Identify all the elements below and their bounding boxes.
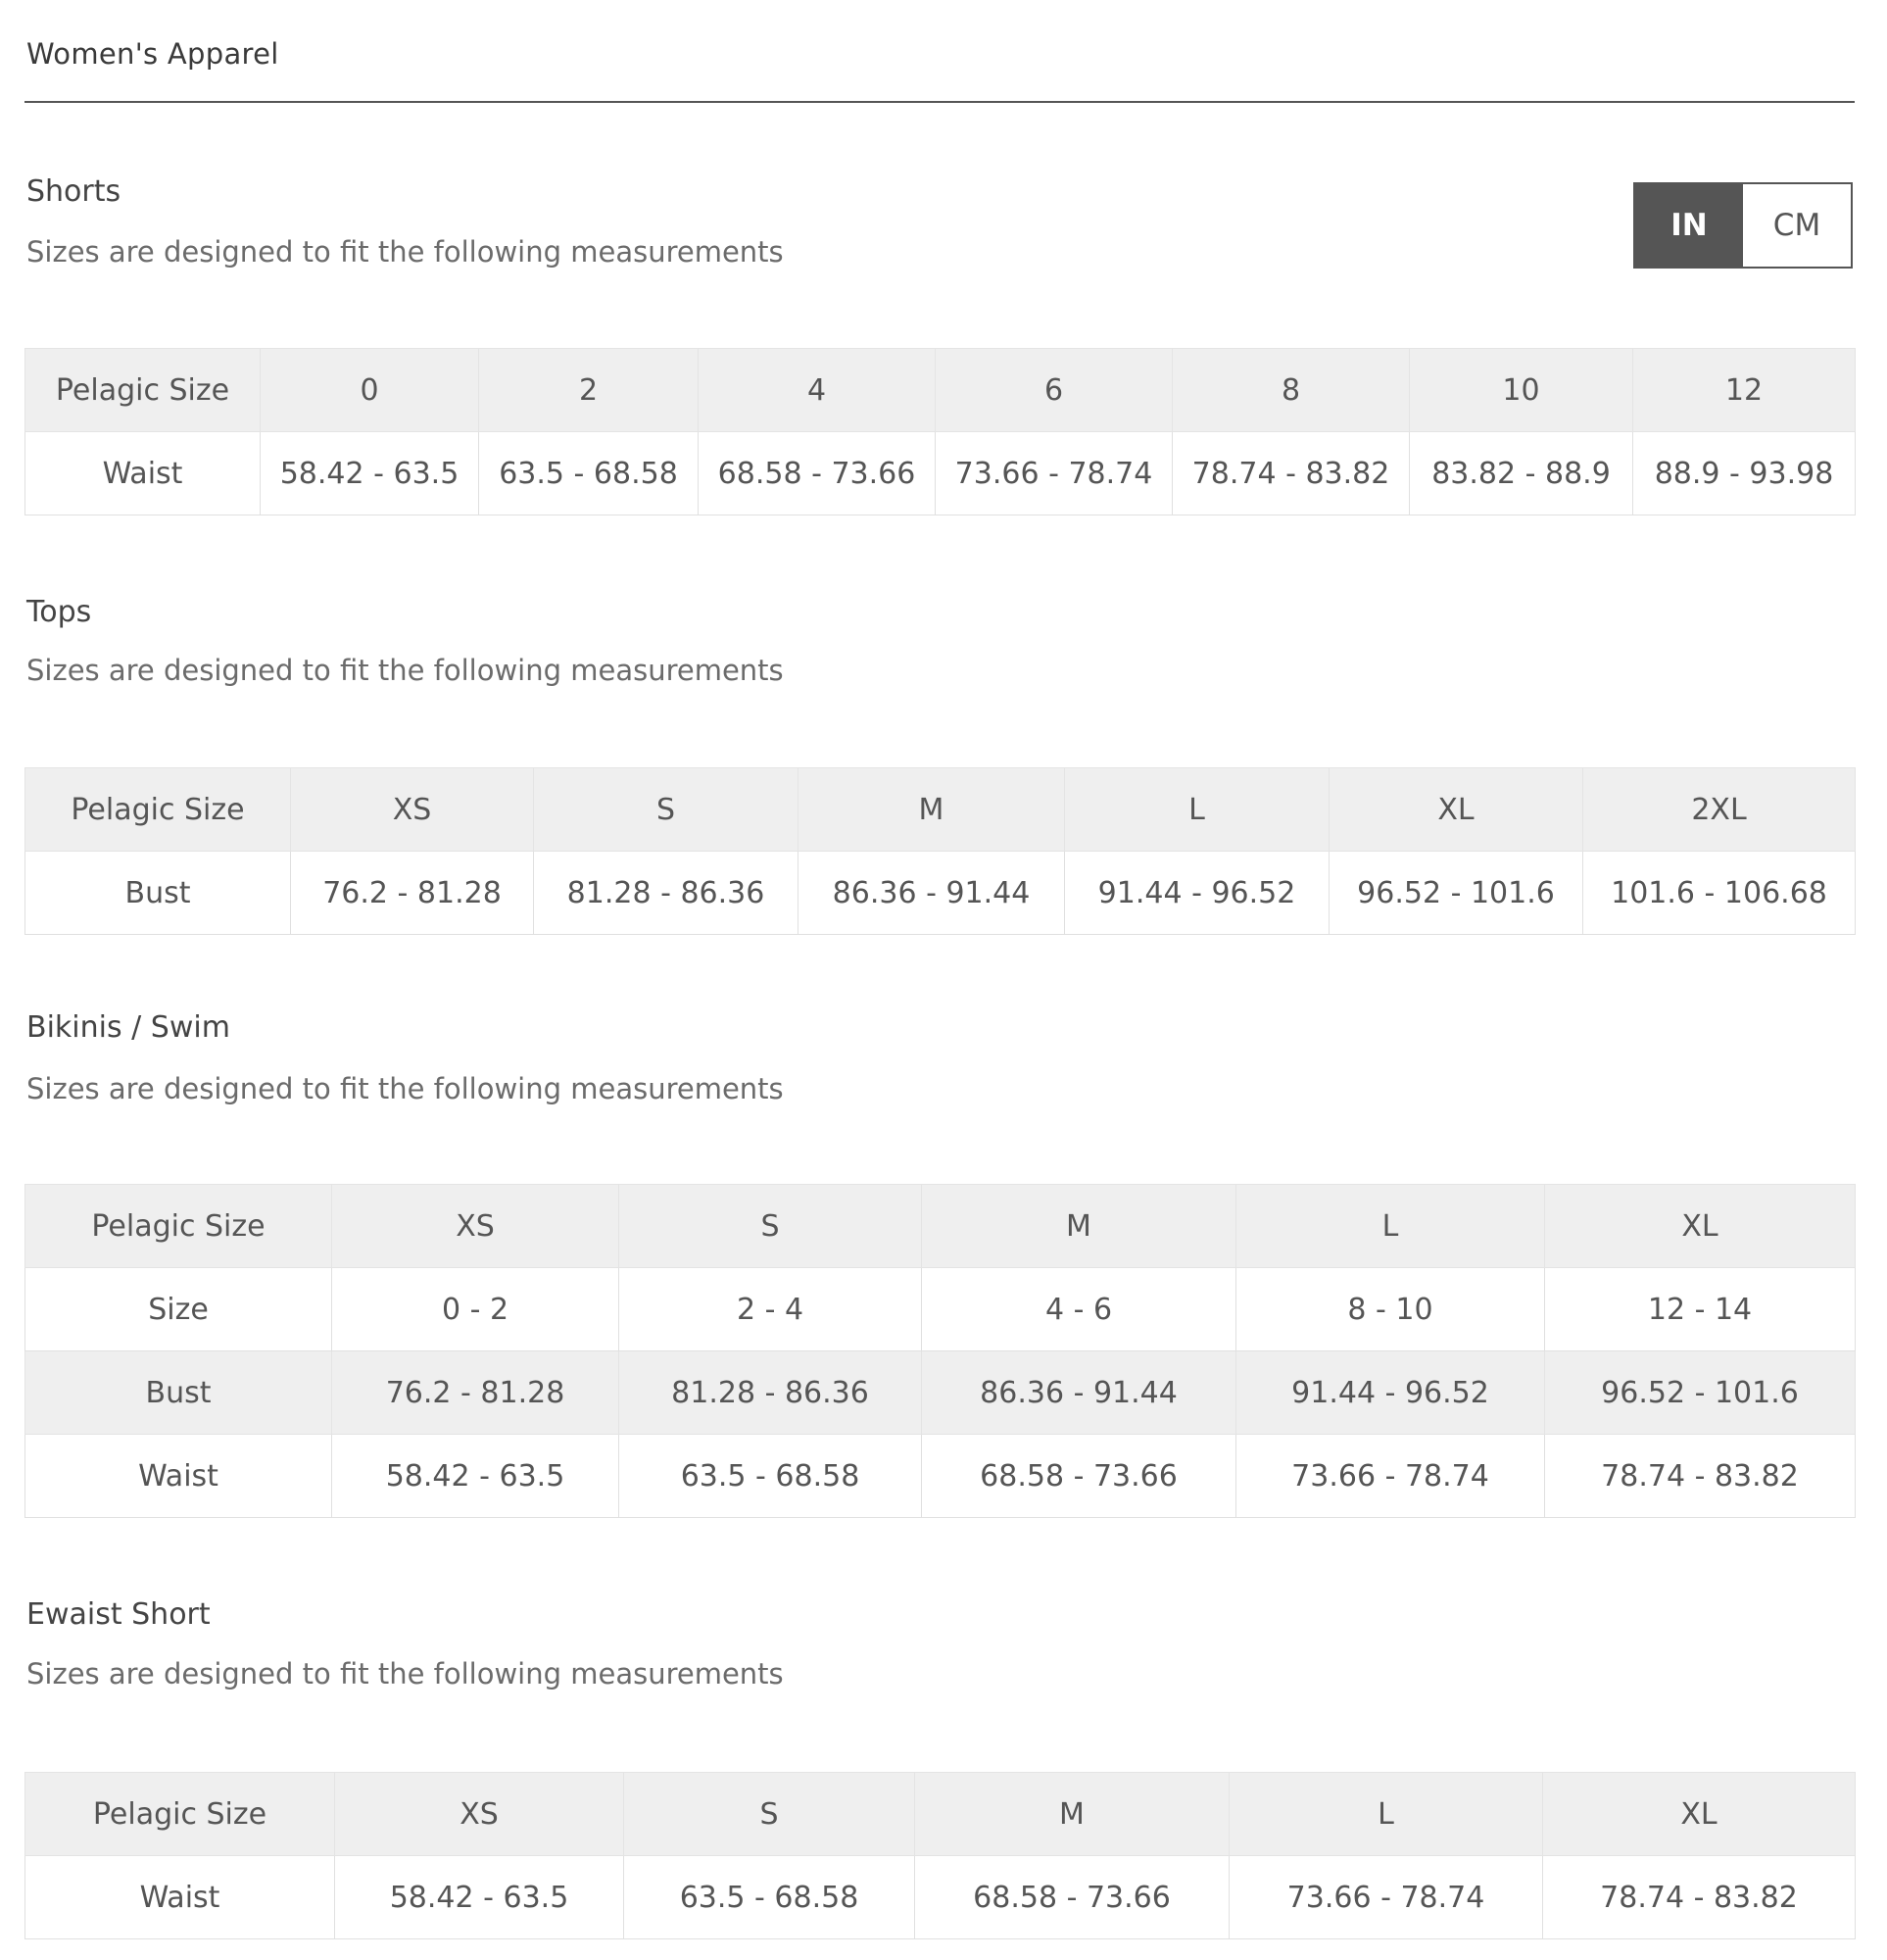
measurement-cell: 78.74 - 83.82 xyxy=(1543,1856,1856,1939)
row-label: Bust xyxy=(25,1351,332,1435)
measurement-cell: 76.2 - 81.28 xyxy=(291,852,534,935)
section-title-shorts: Shorts xyxy=(26,174,121,209)
size-table-bikinis-swim xyxy=(24,1184,1856,1518)
size-header-cell: XS xyxy=(332,1185,619,1268)
size-header-cell: L xyxy=(1230,1773,1543,1856)
measurement-cell: 86.36 - 91.44 xyxy=(798,852,1065,935)
size-header-cell: XS xyxy=(291,768,534,852)
row-label: Pelagic Size xyxy=(25,768,291,852)
measurement-cell: 58.42 - 63.5 xyxy=(332,1435,619,1518)
size-table-tops xyxy=(24,767,1856,935)
title-divider xyxy=(24,101,1855,103)
section-subtitle-shorts: Sizes are designed to fit the following measurements xyxy=(26,235,784,269)
size-header-cell: 10 xyxy=(1410,349,1633,432)
measurement-cell: 68.58 - 73.66 xyxy=(699,432,936,515)
size-header-cell: M xyxy=(798,768,1065,852)
measurement-cell: 91.44 - 96.52 xyxy=(1236,1351,1545,1435)
measurement-cell: 8 - 10 xyxy=(1236,1268,1545,1351)
row-label: Bust xyxy=(25,852,291,935)
measurement-cell: 73.66 - 78.74 xyxy=(936,432,1173,515)
measurement-cell: 63.5 - 68.58 xyxy=(624,1856,915,1939)
row-label: Waist xyxy=(25,1856,335,1939)
size-header-cell: S xyxy=(534,768,798,852)
table-row xyxy=(25,1435,1856,1518)
unit-cm-button[interactable]: CM xyxy=(1743,184,1851,267)
page-title: Women's Apparel xyxy=(26,37,279,71)
measurement-cell: 68.58 - 73.66 xyxy=(922,1435,1236,1518)
size-header-cell: S xyxy=(619,1185,922,1268)
size-header-cell: L xyxy=(1065,768,1330,852)
row-label: Pelagic Size xyxy=(25,1773,335,1856)
size-header-cell: M xyxy=(922,1185,1236,1268)
size-header-cell: 0 xyxy=(261,349,479,432)
row-label: Waist xyxy=(25,432,261,515)
section-title-tops: Tops xyxy=(26,595,92,629)
measurement-cell: 63.5 - 68.58 xyxy=(479,432,699,515)
size-header-cell: 4 xyxy=(699,349,936,432)
unit-in-button[interactable]: IN xyxy=(1635,184,1743,267)
measurement-cell: 58.42 - 63.5 xyxy=(261,432,479,515)
size-header-cell: 2 xyxy=(479,349,699,432)
measurement-cell: 86.36 - 91.44 xyxy=(922,1351,1236,1435)
measurement-cell: 73.66 - 78.74 xyxy=(1230,1856,1543,1939)
table-row xyxy=(25,432,1856,515)
table-row xyxy=(25,852,1856,935)
measurement-cell: 81.28 - 86.36 xyxy=(534,852,798,935)
size-header-cell: 8 xyxy=(1173,349,1410,432)
measurement-cell: 81.28 - 86.36 xyxy=(619,1351,922,1435)
size-header-cell: 2XL xyxy=(1583,768,1856,852)
unit-toggle[interactable] xyxy=(1633,182,1853,269)
table-header-row xyxy=(25,349,1856,432)
measurement-cell: 63.5 - 68.58 xyxy=(619,1435,922,1518)
size-header-cell: 12 xyxy=(1633,349,1856,432)
row-label: Size xyxy=(25,1268,332,1351)
section-title-ewaist-short: Ewaist Short xyxy=(26,1597,211,1632)
measurement-cell: 96.52 - 101.6 xyxy=(1330,852,1583,935)
size-header-cell: S xyxy=(624,1773,915,1856)
size-header-cell: L xyxy=(1236,1185,1545,1268)
measurement-cell: 2 - 4 xyxy=(619,1268,922,1351)
section-subtitle-ewaist-short: Sizes are designed to fit the following measurements xyxy=(26,1657,784,1690)
table-row xyxy=(25,1351,1856,1435)
section-subtitle-bikinis-swim: Sizes are designed to fit the following measurements xyxy=(26,1072,784,1105)
measurement-cell: 76.2 - 81.28 xyxy=(332,1351,619,1435)
measurement-cell: 91.44 - 96.52 xyxy=(1065,852,1330,935)
table-header-row xyxy=(25,768,1856,852)
measurement-cell: 101.6 - 106.68 xyxy=(1583,852,1856,935)
section-subtitle-tops: Sizes are designed to fit the following measurements xyxy=(26,654,784,687)
table-header-row xyxy=(25,1773,1856,1856)
row-label: Pelagic Size xyxy=(25,349,261,432)
size-header-cell: XL xyxy=(1545,1185,1856,1268)
size-header-cell: XS xyxy=(335,1773,624,1856)
table-header-row xyxy=(25,1185,1856,1268)
measurement-cell: 68.58 - 73.66 xyxy=(915,1856,1230,1939)
section-title-bikinis-swim: Bikinis / Swim xyxy=(26,1010,230,1045)
size-table-ewaist-short xyxy=(24,1772,1856,1939)
measurement-cell: 12 - 14 xyxy=(1545,1268,1856,1351)
size-header-cell: XL xyxy=(1330,768,1583,852)
size-table-shorts xyxy=(24,348,1856,515)
measurement-cell: 4 - 6 xyxy=(922,1268,1236,1351)
measurement-cell: 78.74 - 83.82 xyxy=(1545,1435,1856,1518)
measurement-cell: 83.82 - 88.9 xyxy=(1410,432,1633,515)
measurement-cell: 73.66 - 78.74 xyxy=(1236,1435,1545,1518)
measurement-cell: 88.9 - 93.98 xyxy=(1633,432,1856,515)
measurement-cell: 96.52 - 101.6 xyxy=(1545,1351,1856,1435)
row-label: Waist xyxy=(25,1435,332,1518)
measurement-cell: 0 - 2 xyxy=(332,1268,619,1351)
size-header-cell: 6 xyxy=(936,349,1173,432)
measurement-cell: 78.74 - 83.82 xyxy=(1173,432,1410,515)
table-row xyxy=(25,1856,1856,1939)
measurement-cell: 58.42 - 63.5 xyxy=(335,1856,624,1939)
size-header-cell: XL xyxy=(1543,1773,1856,1856)
size-header-cell: M xyxy=(915,1773,1230,1856)
table-row xyxy=(25,1268,1856,1351)
row-label: Pelagic Size xyxy=(25,1185,332,1268)
